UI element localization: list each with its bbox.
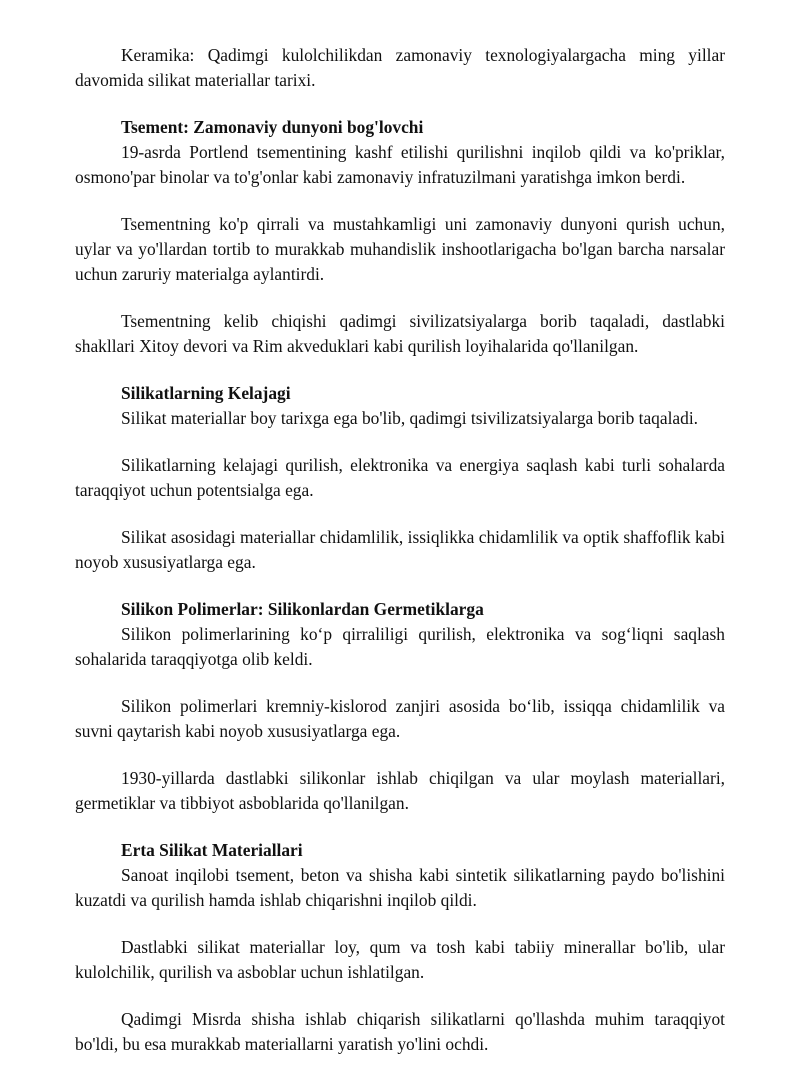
paragraph: Sanoat inqilobi tsement, beton va shisha kabi sintetik silikatlarning paydo bo'lishini kuzatdi va qurilish hamda ishlab chiqarishni inqilob qildi. <box>75 865 725 910</box>
section-title: Erta Silikat Materiallari <box>121 840 303 860</box>
paragraph: Silikatlarning kelajagi qurilish, elektronika va energiya saqlash kabi turli sohalarda taraqqiyot uchun potentsialga ega. <box>75 455 725 500</box>
paragraph: Silikat asosidagi materiallar chidamlilik, issiqlikka chidamlilik va optik shaffoflik kabi noyob xususiyatlarga ega. <box>75 527 725 572</box>
section-silicone-polymers <box>75 597 725 816</box>
paragraph: Tsementning ko'p qirrali va mustahkamligi uni zamonaviy dunyoni qurish uchun, uylar va yo'llardan tortib to murakkab muhandislik inshootlarigacha bo'lgan barcha narsalar uchun zaruriy materialga aylantirdi. <box>75 214 725 284</box>
section-early-silicates <box>75 838 725 1057</box>
section-title: Silikon Polimerlar: Silikonlardan Germetiklarga <box>121 599 484 619</box>
section-title: Tsement: Zamonaviy dunyoni bog'lovchi <box>121 117 424 137</box>
paragraph: 1930-yillarda dastlabki silikonlar ishlab chiqilgan va ular moylash materiallari, germetiklar va tibbiyot asboblarida qo'llanilgan. <box>75 768 725 813</box>
document-page <box>75 43 725 1079</box>
paragraph: Silikat materiallar boy tarixga ega bo'lib, qadimgi tsivilizatsiyalarga borib taqaladi. <box>121 408 699 428</box>
paragraph: Dastlabki silikat materiallar loy, qum va tosh kabi tabiiy minerallar bo'lib, ular kulolchilik, qurilish va asboblar uchun ishlatilgan. <box>75 937 725 982</box>
section-silicates-future <box>75 381 725 575</box>
paragraph: Qadimgi Misrda shisha ishlab chiqarish silikatlarni qo'llashda muhim taraqqiyot bo'ldi, bu esa murakkab materiallarni yaratish yo'lini ochdi. <box>75 1009 725 1054</box>
paragraph: Silikon polimerlari kremniy-kislorod zanjiri asosida bo‘lib, issiqqa chidamlilik va suvni qaytarish kabi noyob xususiyatlarga ega. <box>75 696 725 741</box>
paragraph: Silikon polimerlarining ko‘p qirraliligi qurilish, elektronika va sog‘liqni saqlash sohalarida taraqqiyotga olib keldi. <box>75 624 725 669</box>
paragraph: 19-asrda Portlend tsementining kashf etilishi qurilishni inqilob qildi va ko'priklar, osmono'par binolar va to'g'onlar kabi zamonaviy infratuzilmani yaratishga imkon berdi. <box>75 142 725 187</box>
paragraph: Tsementning kelib chiqishi qadimgi sivilizatsiyalarga borib taqaladi, dastlabki shakllari Xitoy devori va Rim akveduklari kabi qurilish loyihalarida qo'llanilgan. <box>75 311 725 356</box>
section-cement <box>75 115 725 359</box>
section-title: Silikatlarning Kelajagi <box>121 383 291 403</box>
intro-paragraph: Keramika: Qadimgi kulolchilikdan zamonaviy texnologiyalargacha ming yillar davomida silikat materiallar tarixi. <box>75 45 725 90</box>
